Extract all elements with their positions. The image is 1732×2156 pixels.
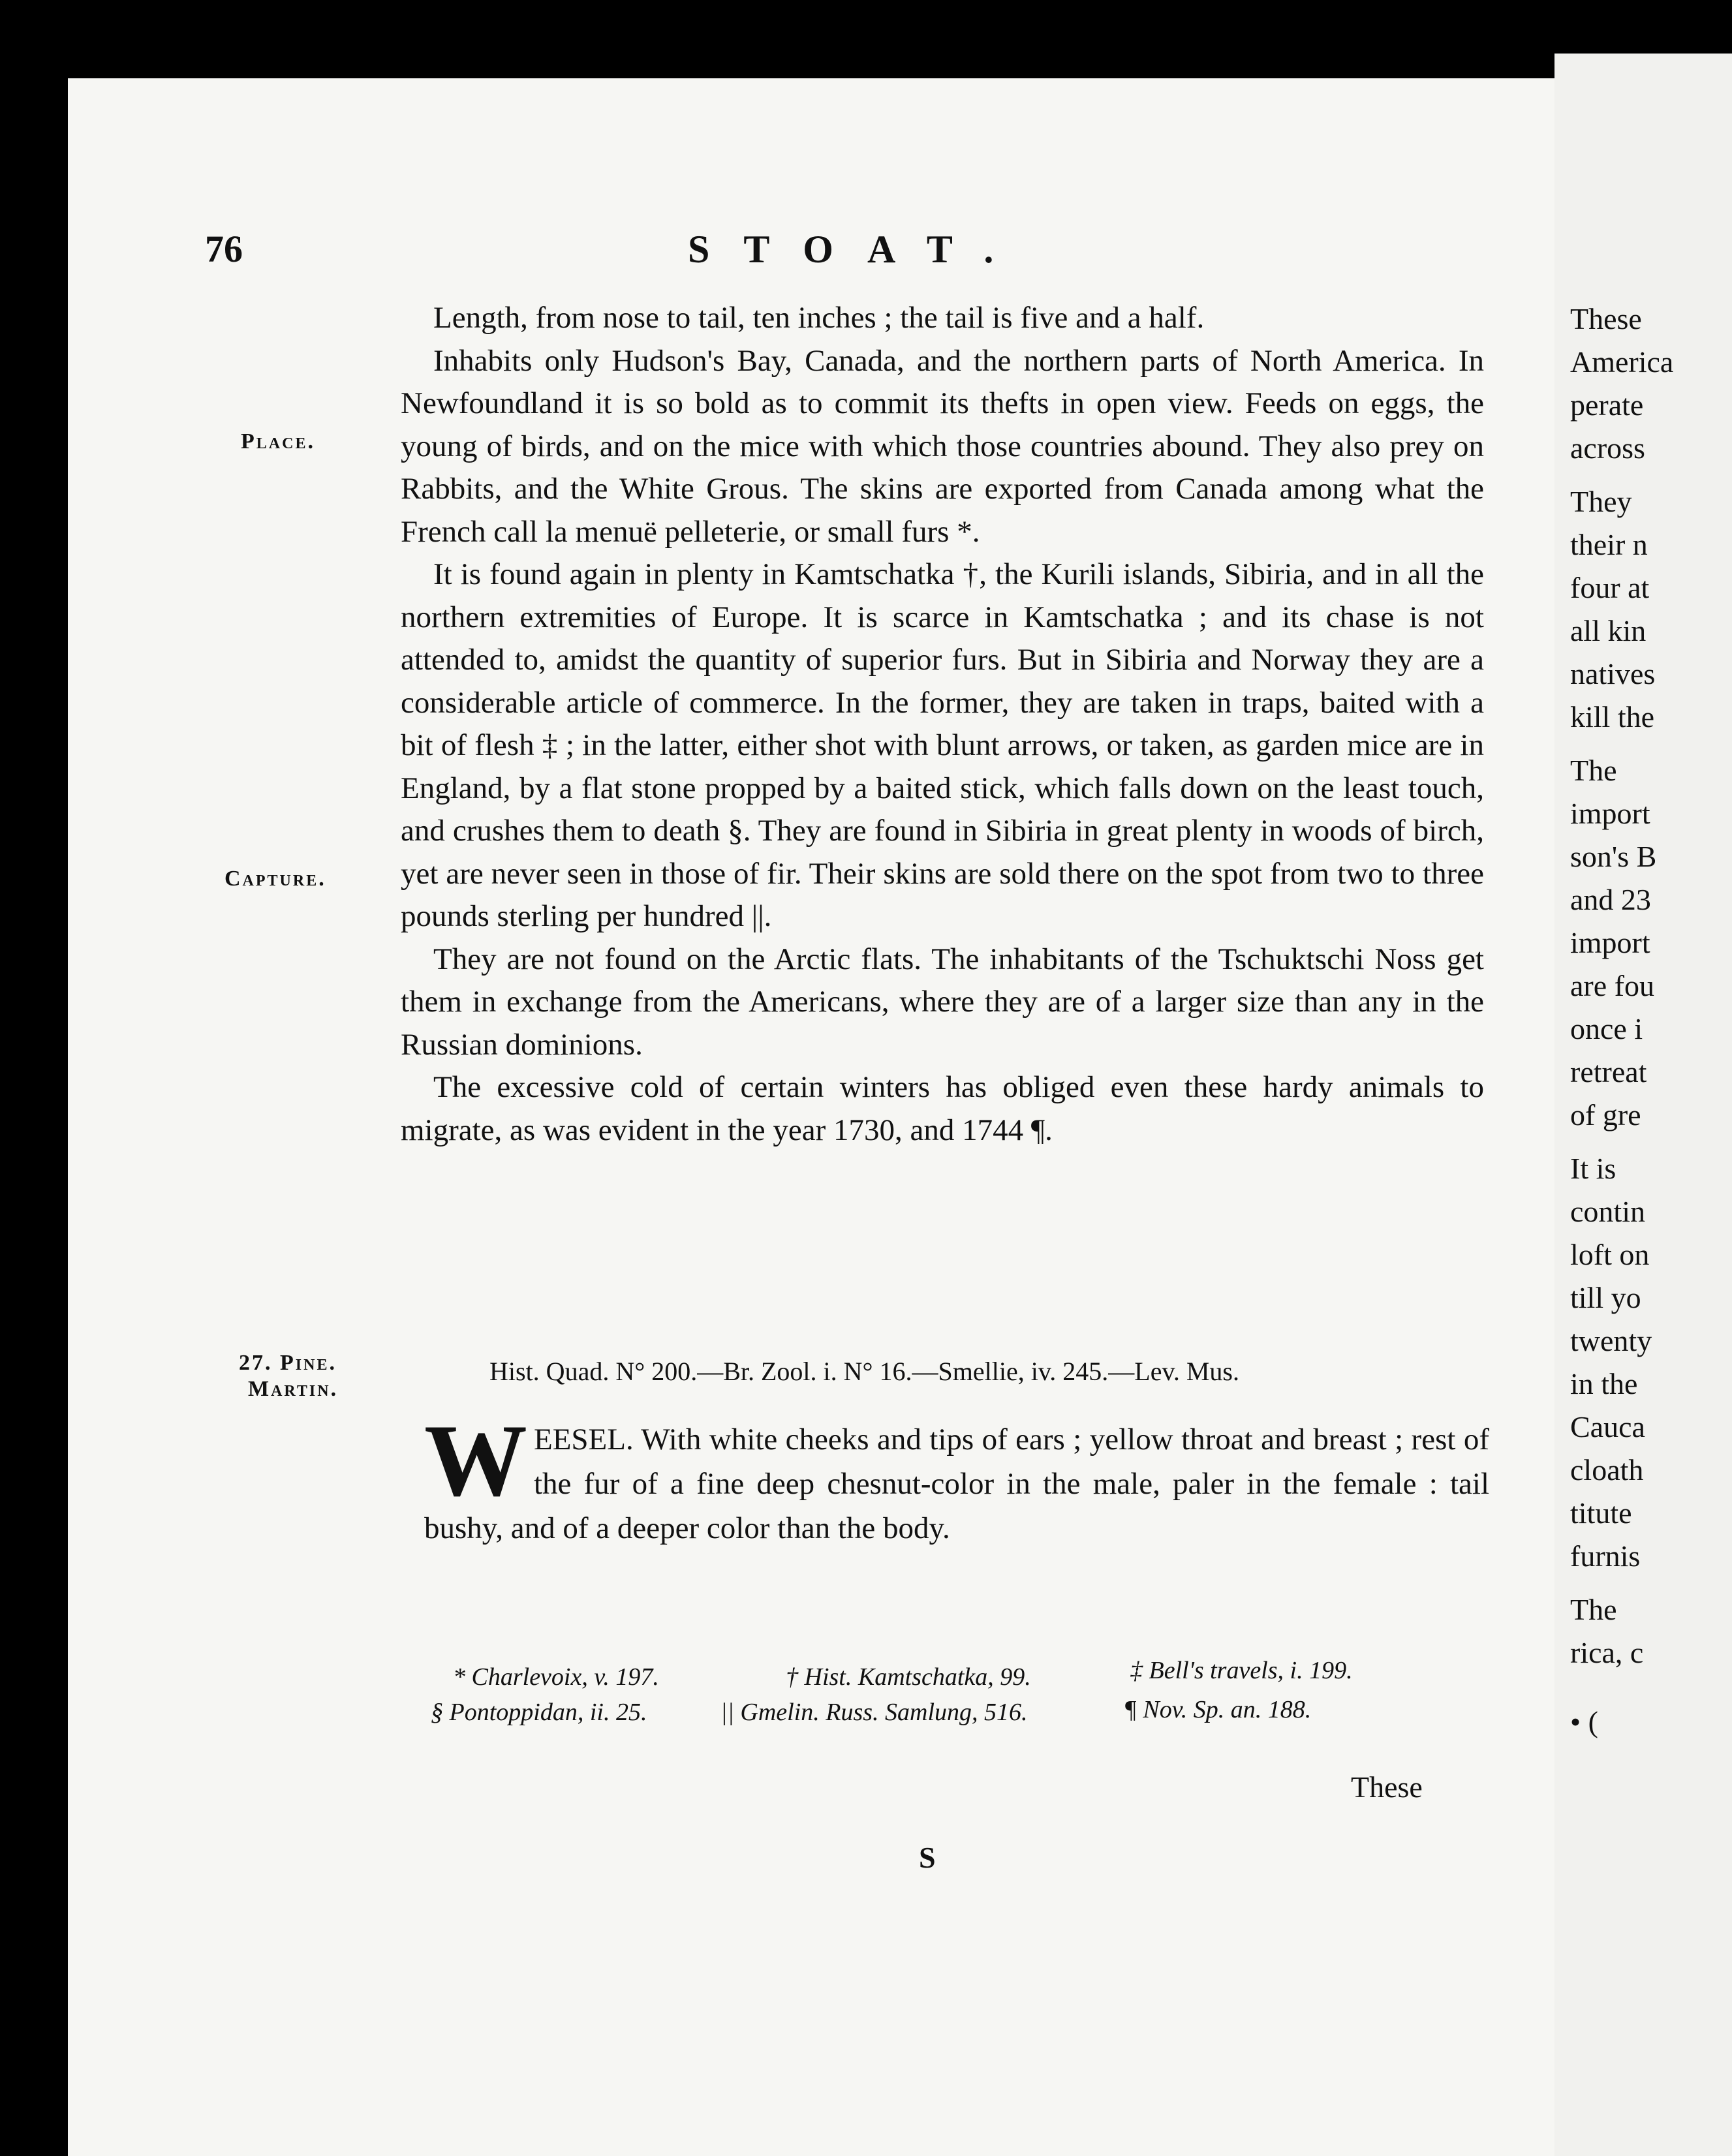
facing-page-line: They xyxy=(1570,485,1632,518)
facing-page-line: • ( xyxy=(1570,1705,1598,1738)
facing-page-line: contin xyxy=(1570,1195,1645,1228)
paragraph-habitat: Inhabits only Hudson's Bay, Canada, and the northern parts of North America. In Newfoundland it is so bold as to commit its thefts in open view. Feeds on eggs, the young of birds, and on the mice with which those countries abound. They also prey on Rabbits, and the White Grous. The skins are exported from Canada among what the French call la menuë pelleterie, or small furs *. xyxy=(401,343,1484,549)
facing-page-edge xyxy=(1554,54,1732,2156)
facing-page-line: twenty xyxy=(1570,1324,1652,1357)
facing-page-line: their n xyxy=(1570,528,1648,561)
facing-page-line: The xyxy=(1570,754,1617,787)
facing-page-line: perate xyxy=(1570,388,1644,422)
facing-page-line: retreat xyxy=(1570,1055,1647,1088)
facing-page-line: till yo xyxy=(1570,1281,1641,1314)
stoat-body-text xyxy=(401,297,1484,1152)
facing-page-line: rica, c xyxy=(1570,1636,1644,1669)
facing-page-line: import xyxy=(1570,797,1650,830)
facing-page-line: once i xyxy=(1570,1012,1643,1045)
facing-page-line: all kin xyxy=(1570,614,1647,647)
footnote-gmelin: || Gmelin. Russ. Samlung, 516. xyxy=(720,1699,1028,1726)
signature-mark: S xyxy=(919,1841,936,1874)
facing-page-line: and 23 xyxy=(1570,883,1651,916)
margin-label-place: Place. xyxy=(241,429,315,454)
facing-page-line: import xyxy=(1570,926,1650,959)
page-number: 76 xyxy=(205,228,243,270)
facing-page-line: are fou xyxy=(1570,969,1654,1002)
weesel-text: EESEL. With white cheeks and tips of ears ; yellow throat and breast ; rest of the fur of a fine deep chesnut-color in the male, paler in the female : tail bushy, and of a deeper color than the body. xyxy=(424,1423,1489,1545)
facing-page-line: across xyxy=(1570,431,1645,465)
facing-page-line: furnis xyxy=(1570,1539,1641,1573)
book-page xyxy=(68,78,1575,2156)
paragraph-length: Length, from nose to tail, ten inches ; the tail is five and a half. xyxy=(433,301,1205,335)
facing-page-line: cloath xyxy=(1570,1453,1644,1486)
footnote-pontoppidan: § Pontoppidan, ii. 25. xyxy=(431,1699,647,1726)
catchword: These xyxy=(1351,1770,1423,1804)
facing-page-line: kill the xyxy=(1570,700,1655,733)
footnote-charlevoix: * Charlevoix, v. 197. xyxy=(453,1663,659,1691)
facing-page-line: in the xyxy=(1570,1367,1638,1400)
facing-page-line: These xyxy=(1570,302,1642,335)
facing-page-line: of gre xyxy=(1570,1098,1641,1132)
paragraph-migration: The excessive cold of certain winters has obliged even these hardy animals to migrate, as was evident in the year 1730, and 1744 ¶. xyxy=(401,1070,1484,1147)
facing-page-line: four at xyxy=(1570,571,1650,604)
facing-page-line: loft on xyxy=(1570,1238,1650,1271)
facing-page-line: son's B xyxy=(1570,840,1657,873)
margin-label-species-number: 27. Pine. xyxy=(239,1351,337,1375)
footnote-kamtschatka: † Hist. Kamtschatka, 99. xyxy=(786,1663,1031,1691)
running-head: STOAT. xyxy=(688,228,1028,271)
facing-page-line: It is xyxy=(1570,1152,1616,1185)
facing-page-line: natives xyxy=(1570,657,1656,690)
paragraph-distribution: It is found again in plenty in Kamtschatka †, the Kurili islands, Sibiria, and in all the northern extremities of Europe. It is scarce in Kamtschatka ; and its chase is not attended to, amidst the quantity of superior furs. But in Sibiria and Norway they are a considerable article of commerce. In the former, they are taken in traps, baited with a bit of flesh ‡ ; in the latter, either shot with blunt arrows, or taken, as garden mice are in England, by a flat stone propped by a baited stick, which falls down on the least touch, and crushes them to death §. They are found in Sibiria in great plenty in woods of birch, yet are never seen in those of fir. Their skins are sold there on the spot from two to three pounds sterling per hundred ||. xyxy=(401,557,1484,933)
facing-page-line: titute xyxy=(1570,1496,1632,1530)
facing-page-line: America xyxy=(1570,345,1674,378)
margin-label-capture: Capture. xyxy=(224,867,326,891)
paragraph-arctic: They are not found on the Arctic flats. The inhabitants of the Tschuktschi Noss get them in exchange from the Americans, where they are of a larger size than any in the Russian dominions. xyxy=(401,942,1484,1062)
reference-line: Hist. Quad. N° 200.—Br. Zool. i. N° 16.—Smellie, iv. 245.—Lev. Mus. xyxy=(489,1357,1239,1386)
footnote-nov-sp: ¶ Nov. Sp. an. 188. xyxy=(1124,1696,1312,1723)
footnote-bell: ‡ Bell's travels, i. 199. xyxy=(1130,1657,1353,1684)
facing-page-line: Cauca xyxy=(1570,1410,1645,1443)
margin-label-species-name: Martin. xyxy=(248,1377,339,1401)
facing-page-line: The xyxy=(1570,1593,1617,1626)
weesel-description xyxy=(424,1404,1489,1550)
drop-cap: W xyxy=(424,1404,527,1518)
